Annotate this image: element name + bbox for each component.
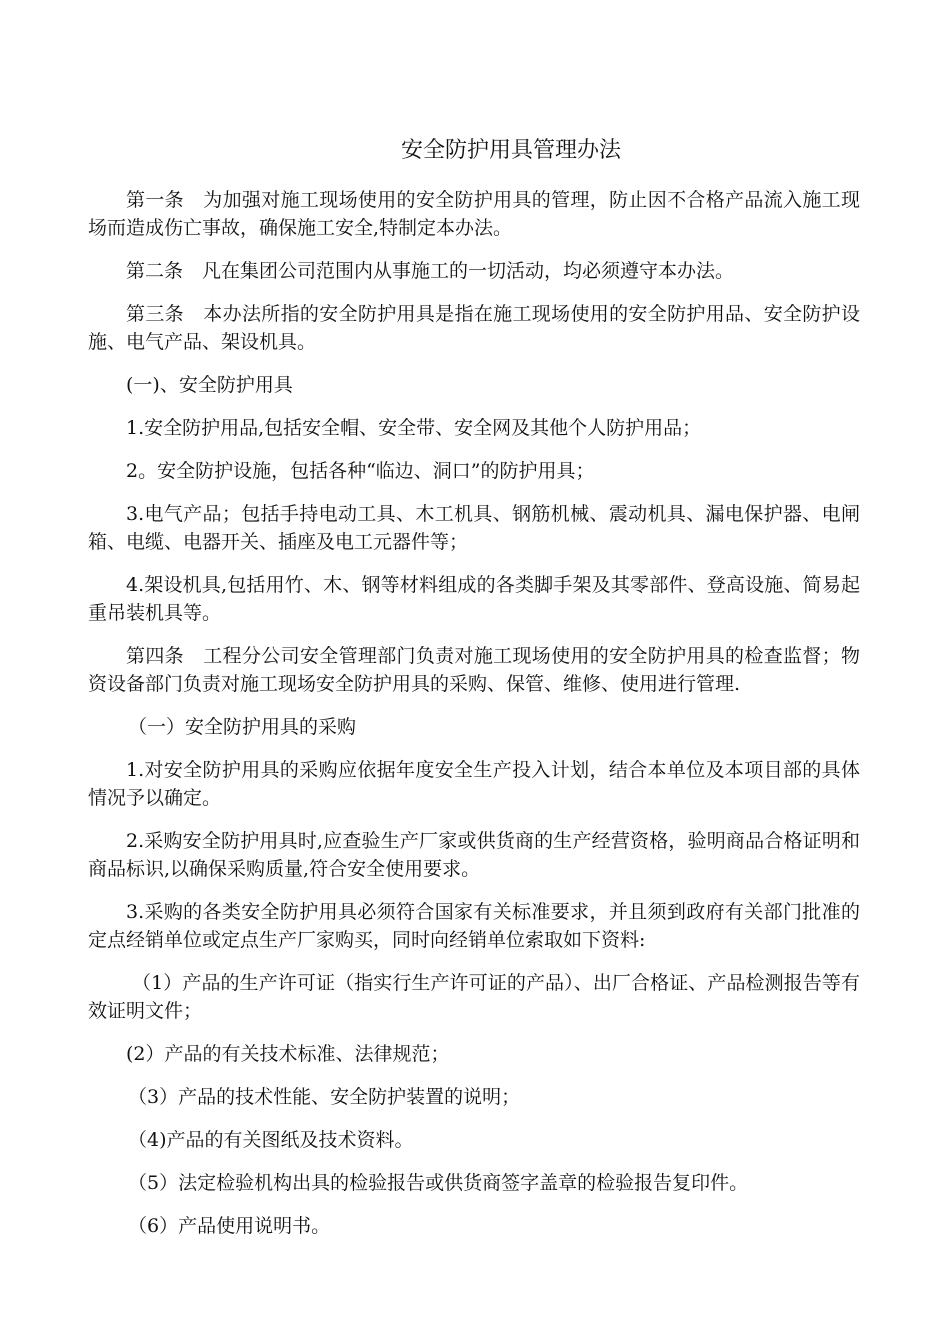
document-body [88, 186, 860, 1240]
procurement-item-1: 1.对安全防护用具的采购应依据年度安全生产投入计划，结合本单位及本项目部的具体情况予以确定。 [88, 759, 860, 809]
list-item-1: 1.安全防护用品,包括安全帽、安全带、安全网及其他个人防护用品； [126, 417, 702, 439]
material-item-6: （6）产品使用说明书。 [128, 1215, 331, 1237]
procurement-item-2: 2.采购安全防护用具时,应查验生产厂家或供货商的生产经营资格，验明商品合格证明和商品标识,以确保采购质量,符合安全使用要求。 [88, 830, 860, 880]
material-item-5: （5）法定检验机构出具的检验报告或供货商签字盖章的检验报告复印件。 [128, 1172, 749, 1194]
material-item-4: （4)产品的有关图纸及技术资料。 [128, 1129, 414, 1151]
material-item-2: (2）产品的有关技术标准、法律规范； [126, 1043, 450, 1065]
procurement-item-3: 3.采购的各类安全防护用具必须符合国家有关标准要求，并且须到政府有关部门批准的定点经销单位或定点生产厂家购买，同时向经销单位索取如下资料: [88, 901, 860, 951]
section-heading-procurement: （一）安全防护用具的采购 [128, 716, 357, 738]
article-2: 第二条 凡在集团公司范围内从事施工的一切活动，均必须遵守本办法。 [126, 260, 735, 282]
list-item-4: 4.架设机具,包括用竹、木、钢等材料组成的各类脚手架及其零部件、登高设施、简易起重吊装机具等。 [88, 574, 860, 624]
material-item-3: （3）产品的技术性能、安全防护装置的说明； [128, 1086, 521, 1108]
list-item-3: 3.电气产品；包括手持电动工具、木工机具、钢筋机械、震动机具、漏电保护器、电闸箱、电缆、电器开关、插座及电工元器件等； [88, 503, 860, 553]
section-heading-1: (一)、安全防护用具 [126, 374, 293, 396]
document-title: 安全防护用具管理办法 [400, 138, 621, 163]
article-1: 第一条 为加强对施工现场使用的安全防护用具的管理，防止因不合格产品流入施工现场而造成伤亡事故，确保施工安全,特制定本办法。 [88, 189, 860, 239]
article-3: 第三条 本办法所指的安全防护用具是指在施工现场使用的安全防护用品、安全防护设施、电气产品、架设机具。 [88, 303, 860, 353]
list-item-2: 2。安全防护设施，包括各种“临边、洞口”的防护用具； [126, 460, 595, 482]
article-4: 第四条 工程分公司安全管理部门负责对施工现场使用的安全防护用具的检查监督；物资设备部门负责对施工现场安全防护用具的采购、保管、维修、使用进行管理. [88, 645, 860, 695]
material-item-1: （1）产品的生产许可证（指实行生产许可证的产品）、出厂合格证、产品检测报告等有效证明文件； [88, 972, 860, 1022]
